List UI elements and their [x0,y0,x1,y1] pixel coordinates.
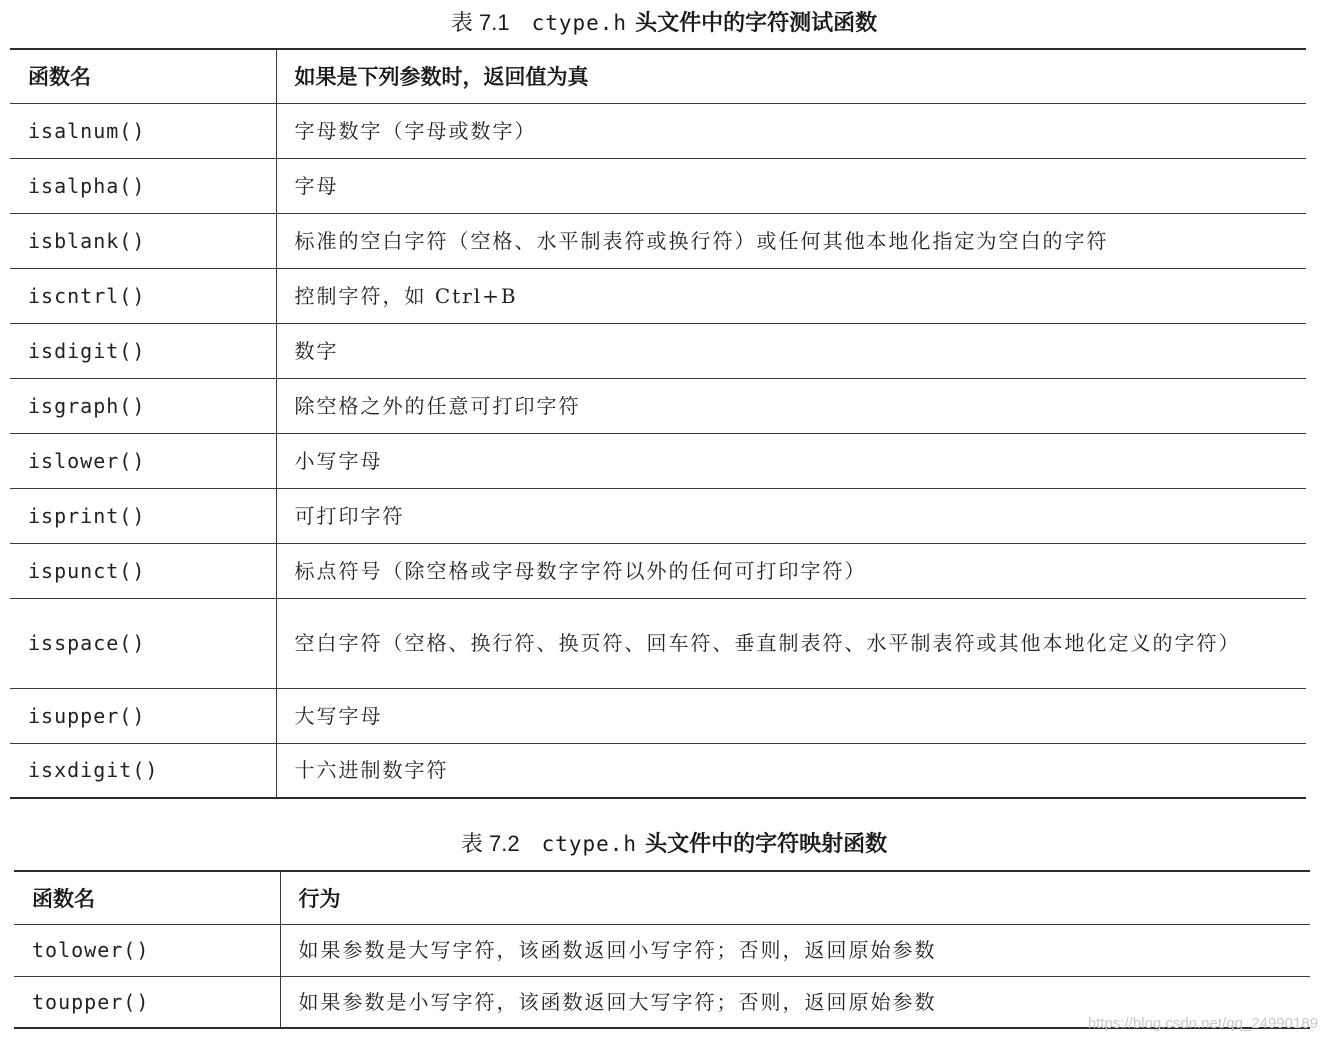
function-name: tolower() [14,924,280,976]
function-description: 如果参数是小写字符，该函数返回大写字符；否则，返回原始参数 [298,989,937,1014]
char-test-table [10,48,1306,799]
function-name: isxdigit() [10,743,276,798]
table-caption [0,827,1328,858]
function-name: isupper() [10,688,276,743]
table-number: 表 7.1 [450,10,510,35]
function-name: isalnum() [10,103,276,158]
function-description: 如果参数是大写字符，该函数返回小写字符；否则，返回原始参数 [298,938,937,962]
table-title: 头文件中的字符映射函数 [645,832,888,857]
function-description: 数字 [294,338,339,363]
header-filename: ctype.h [541,832,638,856]
function-description: 十六进制数字符 [294,758,449,783]
table-row [10,543,1306,598]
header-filename: ctype.h [531,11,628,35]
function-description: 可打印字符 [294,503,405,528]
function-description: 除空格之外的任意可打印字符 [294,393,581,418]
table-caption [0,6,1328,37]
function-name: isalpha() [10,158,276,213]
char-mapping-table [14,870,1310,1029]
function-description: 空白字符（空格、换行符、换页符、回车符、垂直制表符、水平制表符或其他本地化定义的字符） [294,631,1241,655]
table-row [10,433,1306,488]
function-description: 控制字符，如 Ctrl+B [294,283,518,308]
function-name: toupper() [14,976,280,1028]
function-name: isprint() [10,488,276,543]
table-row [10,213,1306,268]
table-row [10,743,1306,798]
function-name: ispunct() [10,543,276,598]
function-name-header: 函数名 [10,49,276,103]
table-title: 头文件中的字符测试函数 [635,11,878,36]
table-header-row [14,871,1310,924]
function-name: isgraph() [10,378,276,433]
function-name: islower() [10,433,276,488]
table-row [10,598,1306,688]
function-description: 标准的空白字符（空格、水平制表符或换行符）或任何其他本地化指定为空白的字符 [294,228,1109,253]
table-number: 表 7.2 [460,831,520,856]
table-row [10,378,1306,433]
function-description: 字母 [294,173,339,198]
function-name-header: 函数名 [14,871,280,924]
table-row [10,158,1306,213]
watermark: https://blog.csdn.net/qq_24990189 [1087,1015,1318,1032]
function-description: 标点符号（除空格或字母数字字符以外的任何可打印字符） [294,558,867,583]
function-name: isspace() [10,598,276,688]
function-description: 大写字母 [294,703,383,728]
return-true-header: 如果是下列参数时，返回值为真 [294,65,589,90]
table-header-row [10,49,1306,103]
table-row [10,103,1306,158]
table-row [10,323,1306,378]
table-row [10,268,1306,323]
function-name: isblank() [10,213,276,268]
function-name: isdigit() [10,323,276,378]
table-row [10,688,1306,743]
behavior-header: 行为 [298,886,341,911]
function-name: iscntrl() [10,268,276,323]
table-row [10,488,1306,543]
function-description: 字母数字（字母或数字） [294,118,537,143]
table-row [14,924,1310,976]
function-description: 小写字母 [294,448,383,473]
